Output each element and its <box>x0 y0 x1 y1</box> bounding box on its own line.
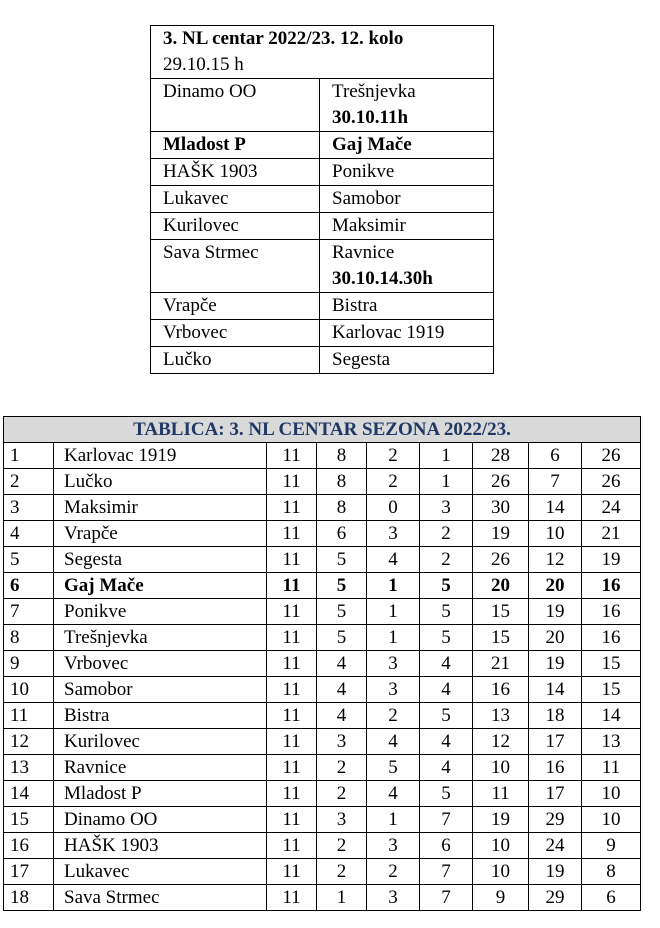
losses-cell: 5 <box>420 573 473 599</box>
away-team: Maksimir <box>332 215 406 236</box>
standings-row <box>4 469 641 495</box>
team-name-cell: Karlovac 1919 <box>54 443 267 469</box>
away-team-cell <box>320 293 494 320</box>
team-name-cell: Kurilovec <box>54 729 267 755</box>
standings-row <box>4 651 641 677</box>
losses-cell: 6 <box>420 833 473 859</box>
points-cell: 11 <box>582 755 641 781</box>
played-cell: 11 <box>267 703 317 729</box>
played-cell: 11 <box>267 755 317 781</box>
standings-row <box>4 677 641 703</box>
standings-row <box>4 521 641 547</box>
goals-for-cell: 13 <box>473 703 529 729</box>
played-cell: 11 <box>267 443 317 469</box>
team-name-cell: Lučko <box>54 469 267 495</box>
wins-cell: 2 <box>317 781 367 807</box>
points-cell: 26 <box>582 469 641 495</box>
match-time-note: 30.10.14.30h <box>332 268 433 289</box>
points-cell: 19 <box>582 547 641 573</box>
position-cell: 11 <box>4 703 54 729</box>
goals-for-cell: 21 <box>473 651 529 677</box>
goals-against-cell: 19 <box>529 599 582 625</box>
position-cell: 14 <box>4 781 54 807</box>
team-name-cell: Vrbovec <box>54 651 267 677</box>
away-team-cell <box>320 159 494 186</box>
goals-against-cell: 18 <box>529 703 582 729</box>
team-name-cell: Trešnjevka <box>54 625 267 651</box>
goals-against-cell: 10 <box>529 521 582 547</box>
draws-cell: 0 <box>367 495 420 521</box>
losses-cell: 7 <box>420 807 473 833</box>
losses-cell: 1 <box>420 469 473 495</box>
home-team: HAŠK 1903 <box>151 159 320 186</box>
home-team: Vrapče <box>151 293 320 320</box>
draws-cell: 5 <box>367 755 420 781</box>
goals-for-cell: 19 <box>473 807 529 833</box>
position-cell: 15 <box>4 807 54 833</box>
wins-cell: 4 <box>317 651 367 677</box>
played-cell: 11 <box>267 547 317 573</box>
goals-against-cell: 29 <box>529 885 582 911</box>
position-cell: 4 <box>4 521 54 547</box>
points-cell: 10 <box>582 781 641 807</box>
losses-cell: 4 <box>420 651 473 677</box>
points-cell: 16 <box>582 625 641 651</box>
points-cell: 16 <box>582 573 641 599</box>
played-cell: 11 <box>267 521 317 547</box>
draws-cell: 2 <box>367 443 420 469</box>
points-cell: 15 <box>582 651 641 677</box>
team-name-cell: Gaj Mače <box>54 573 267 599</box>
goals-against-cell: 12 <box>529 547 582 573</box>
away-team: Trešnjevka <box>332 81 416 102</box>
team-name-cell: Samobor <box>54 677 267 703</box>
draws-cell: 1 <box>367 573 420 599</box>
wins-cell: 5 <box>317 625 367 651</box>
goals-against-cell: 29 <box>529 807 582 833</box>
away-team: Samobor <box>332 188 401 209</box>
standings-row <box>4 573 641 599</box>
away-team: Segesta <box>332 349 391 370</box>
away-team-cell <box>320 186 494 213</box>
draws-cell: 3 <box>367 677 420 703</box>
losses-cell: 4 <box>420 729 473 755</box>
fixtures-header-row <box>151 26 494 79</box>
points-cell: 26 <box>582 443 641 469</box>
goals-for-cell: 20 <box>473 573 529 599</box>
fixtures-table <box>150 25 494 374</box>
home-team: Sava Strmec <box>151 240 320 293</box>
team-name-cell: Vrapče <box>54 521 267 547</box>
losses-cell: 7 <box>420 859 473 885</box>
fixture-row <box>151 320 494 347</box>
goals-for-cell: 15 <box>473 625 529 651</box>
round-date: 29.10.15 h <box>163 54 244 75</box>
goals-for-cell: 28 <box>473 443 529 469</box>
standings-row <box>4 443 641 469</box>
played-cell: 11 <box>267 495 317 521</box>
position-cell: 16 <box>4 833 54 859</box>
losses-cell: 5 <box>420 781 473 807</box>
losses-cell: 2 <box>420 521 473 547</box>
team-name-cell: Bistra <box>54 703 267 729</box>
standings-title-row <box>4 417 641 443</box>
points-cell: 21 <box>582 521 641 547</box>
losses-cell: 3 <box>420 495 473 521</box>
fixture-row <box>151 186 494 213</box>
wins-cell: 5 <box>317 599 367 625</box>
away-team-cell <box>320 213 494 240</box>
goals-for-cell: 10 <box>473 833 529 859</box>
standings-title: TABLICA: 3. NL CENTAR SEZONA 2022/23. <box>4 417 641 443</box>
wins-cell: 1 <box>317 885 367 911</box>
played-cell: 11 <box>267 651 317 677</box>
played-cell: 11 <box>267 729 317 755</box>
goals-against-cell: 14 <box>529 677 582 703</box>
home-team: Dinamo OO <box>151 79 320 132</box>
points-cell: 6 <box>582 885 641 911</box>
points-cell: 24 <box>582 495 641 521</box>
goals-for-cell: 11 <box>473 781 529 807</box>
played-cell: 11 <box>267 859 317 885</box>
goals-for-cell: 26 <box>473 469 529 495</box>
wins-cell: 2 <box>317 859 367 885</box>
goals-for-cell: 9 <box>473 885 529 911</box>
goals-against-cell: 20 <box>529 573 582 599</box>
goals-for-cell: 26 <box>473 547 529 573</box>
standings-row <box>4 703 641 729</box>
draws-cell: 3 <box>367 521 420 547</box>
losses-cell: 5 <box>420 625 473 651</box>
wins-cell: 8 <box>317 469 367 495</box>
team-name-cell: Ponikve <box>54 599 267 625</box>
fixture-row <box>151 347 494 374</box>
team-name-cell: Sava Strmec <box>54 885 267 911</box>
goals-against-cell: 17 <box>529 729 582 755</box>
home-team: Kurilovec <box>151 213 320 240</box>
standings-row <box>4 495 641 521</box>
wins-cell: 8 <box>317 443 367 469</box>
fixture-row <box>151 213 494 240</box>
losses-cell: 7 <box>420 885 473 911</box>
away-team-cell <box>320 240 494 293</box>
home-team: Mladost P <box>151 132 320 159</box>
standings-table <box>3 416 641 911</box>
points-cell: 15 <box>582 677 641 703</box>
standings-row <box>4 859 641 885</box>
position-cell: 9 <box>4 651 54 677</box>
played-cell: 11 <box>267 781 317 807</box>
fixture-row <box>151 240 494 293</box>
standings-row <box>4 807 641 833</box>
position-cell: 18 <box>4 885 54 911</box>
away-team-cell <box>320 132 494 159</box>
wins-cell: 2 <box>317 833 367 859</box>
losses-cell: 4 <box>420 677 473 703</box>
points-cell: 13 <box>582 729 641 755</box>
position-cell: 6 <box>4 573 54 599</box>
standings-row <box>4 885 641 911</box>
position-cell: 12 <box>4 729 54 755</box>
draws-cell: 2 <box>367 469 420 495</box>
wins-cell: 2 <box>317 755 367 781</box>
home-team: Lučko <box>151 347 320 374</box>
draws-cell: 2 <box>367 703 420 729</box>
standings-row <box>4 781 641 807</box>
away-team-cell <box>320 79 494 132</box>
played-cell: 11 <box>267 625 317 651</box>
draws-cell: 2 <box>367 859 420 885</box>
goals-for-cell: 19 <box>473 521 529 547</box>
standings-row <box>4 547 641 573</box>
goals-for-cell: 10 <box>473 859 529 885</box>
losses-cell: 1 <box>420 443 473 469</box>
fixture-row <box>151 132 494 159</box>
goals-for-cell: 12 <box>473 729 529 755</box>
goals-for-cell: 16 <box>473 677 529 703</box>
away-team-cell <box>320 347 494 374</box>
losses-cell: 5 <box>420 703 473 729</box>
team-name-cell: Ravnice <box>54 755 267 781</box>
points-cell: 9 <box>582 833 641 859</box>
goals-against-cell: 24 <box>529 833 582 859</box>
played-cell: 11 <box>267 573 317 599</box>
round-title: 3. NL centar 2022/23. 12. kolo <box>163 28 404 49</box>
position-cell: 10 <box>4 677 54 703</box>
played-cell: 11 <box>267 807 317 833</box>
away-team: Bistra <box>332 295 378 316</box>
played-cell: 11 <box>267 885 317 911</box>
wins-cell: 6 <box>317 521 367 547</box>
team-name-cell: Maksimir <box>54 495 267 521</box>
standings-row <box>4 599 641 625</box>
position-cell: 13 <box>4 755 54 781</box>
draws-cell: 4 <box>367 729 420 755</box>
played-cell: 11 <box>267 599 317 625</box>
goals-for-cell: 10 <box>473 755 529 781</box>
fixture-row <box>151 293 494 320</box>
goals-against-cell: 6 <box>529 443 582 469</box>
goals-against-cell: 20 <box>529 625 582 651</box>
points-cell: 8 <box>582 859 641 885</box>
played-cell: 11 <box>267 469 317 495</box>
goals-against-cell: 19 <box>529 651 582 677</box>
wins-cell: 4 <box>317 677 367 703</box>
draws-cell: 1 <box>367 599 420 625</box>
goals-for-cell: 30 <box>473 495 529 521</box>
position-cell: 8 <box>4 625 54 651</box>
away-team: Karlovac 1919 <box>332 322 445 343</box>
away-team: Gaj Mače <box>332 134 412 155</box>
position-cell: 7 <box>4 599 54 625</box>
standings-row <box>4 755 641 781</box>
goals-for-cell: 15 <box>473 599 529 625</box>
fixture-row <box>151 79 494 132</box>
away-team: Ponikve <box>332 161 395 182</box>
away-team-cell <box>320 320 494 347</box>
match-time-note: 30.10.11h <box>332 107 409 128</box>
draws-cell: 1 <box>367 625 420 651</box>
standings-row <box>4 833 641 859</box>
team-name-cell: Dinamo OO <box>54 807 267 833</box>
points-cell: 14 <box>582 703 641 729</box>
points-cell: 10 <box>582 807 641 833</box>
draws-cell: 3 <box>367 833 420 859</box>
goals-against-cell: 14 <box>529 495 582 521</box>
position-cell: 1 <box>4 443 54 469</box>
goals-against-cell: 19 <box>529 859 582 885</box>
fixtures-header <box>151 26 494 79</box>
team-name-cell: HAŠK 1903 <box>54 833 267 859</box>
draws-cell: 3 <box>367 885 420 911</box>
team-name-cell: Lukavec <box>54 859 267 885</box>
team-name-cell: Mladost P <box>54 781 267 807</box>
draws-cell: 4 <box>367 547 420 573</box>
away-team: Ravnice <box>332 242 395 263</box>
standings-row <box>4 625 641 651</box>
position-cell: 3 <box>4 495 54 521</box>
goals-against-cell: 17 <box>529 781 582 807</box>
losses-cell: 4 <box>420 755 473 781</box>
wins-cell: 8 <box>317 495 367 521</box>
draws-cell: 4 <box>367 781 420 807</box>
position-cell: 2 <box>4 469 54 495</box>
draws-cell: 1 <box>367 807 420 833</box>
played-cell: 11 <box>267 677 317 703</box>
home-team: Lukavec <box>151 186 320 213</box>
played-cell: 11 <box>267 833 317 859</box>
wins-cell: 4 <box>317 703 367 729</box>
losses-cell: 2 <box>420 547 473 573</box>
position-cell: 5 <box>4 547 54 573</box>
draws-cell: 3 <box>367 651 420 677</box>
fixture-row <box>151 159 494 186</box>
team-name-cell: Segesta <box>54 547 267 573</box>
goals-against-cell: 16 <box>529 755 582 781</box>
standings-row <box>4 729 641 755</box>
position-cell: 17 <box>4 859 54 885</box>
goals-against-cell: 7 <box>529 469 582 495</box>
home-team: Vrbovec <box>151 320 320 347</box>
points-cell: 16 <box>582 599 641 625</box>
wins-cell: 3 <box>317 807 367 833</box>
wins-cell: 3 <box>317 729 367 755</box>
wins-cell: 5 <box>317 547 367 573</box>
losses-cell: 5 <box>420 599 473 625</box>
wins-cell: 5 <box>317 573 367 599</box>
